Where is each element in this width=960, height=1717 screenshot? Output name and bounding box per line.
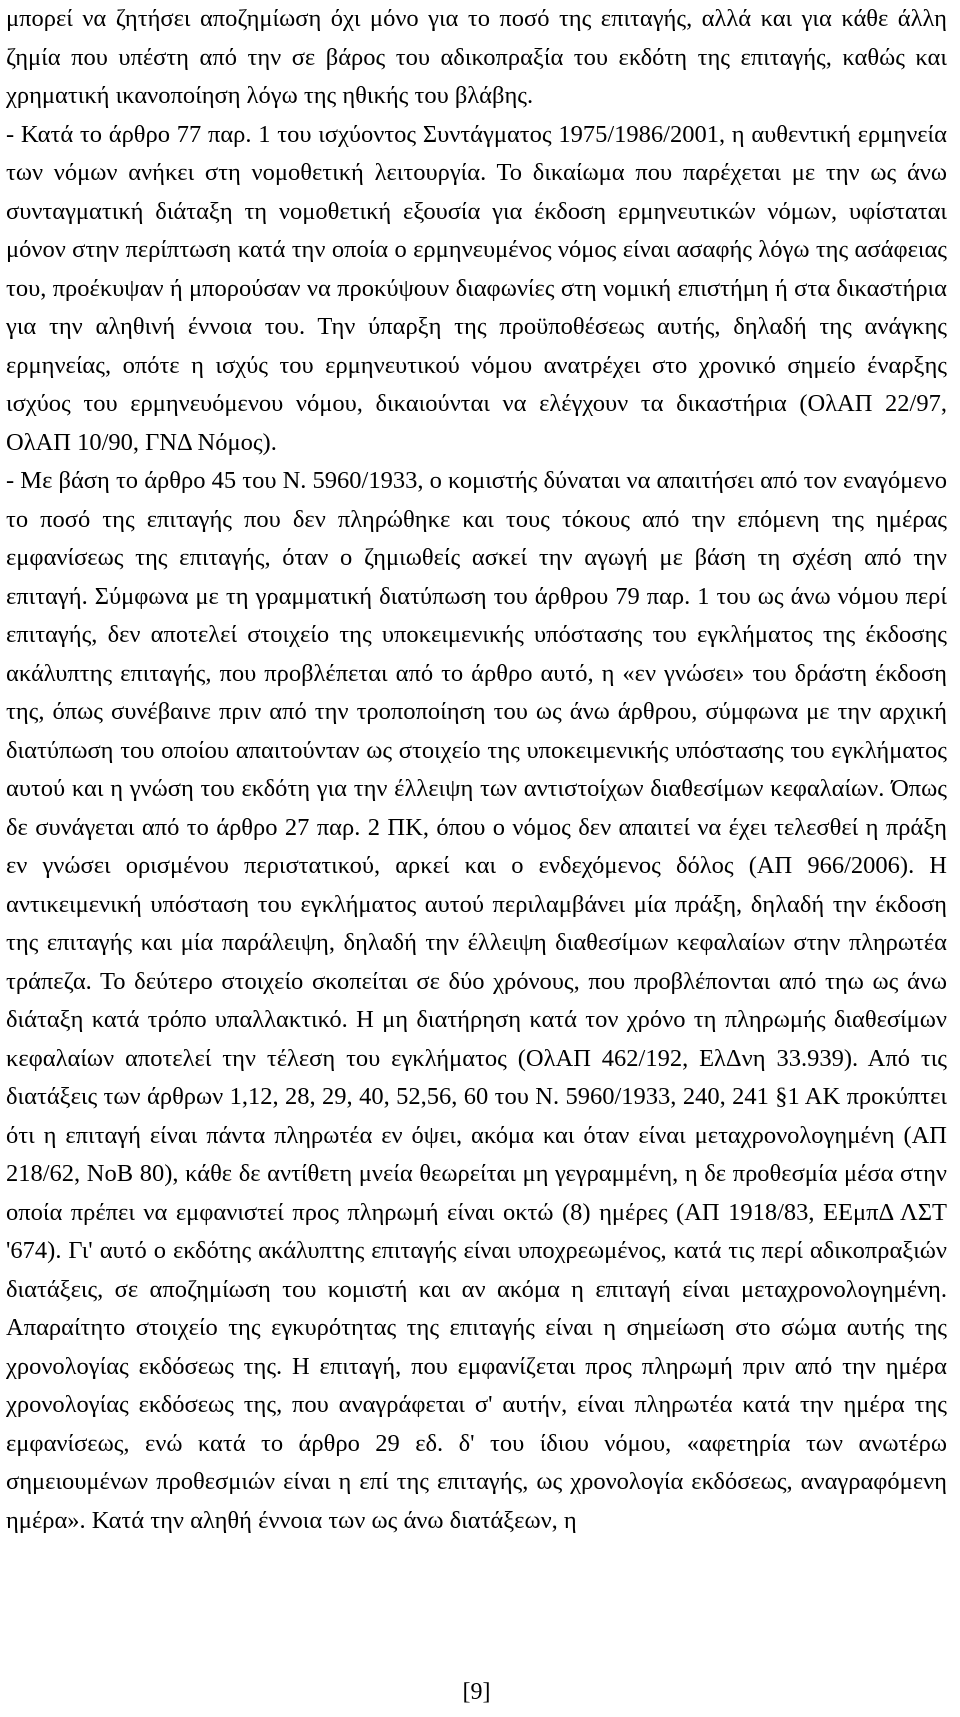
paragraph-2: - Κατά το άρθρο 77 παρ. 1 του ισχύοντος Συντάγματος 1975/1986/2001, η αυθεντική ερμηνεία των νόμων ανήκει στη νομοθετική λειτουργία. Το δικαίωμα που παρέχεται με την ως άνω συνταγματική διάταξη τη νομοθετική εξουσία για έκδοση ερμηνευτικών νόμων, υφίσταται μόνον στην περίπτωση κατά την οποία ο ερμηνευμένος νόμος είναι ασαφής λόγω της ασάφειας του, προέκυψαν ή μπορούσαν να προκύψουν διαφωνίες στη νομική επιστήμη ή στα δικαστήρια για την αληθινή έννοια του. Την ύπαρξη της προϋποθέσεως αυτής, δηλαδή της ανάγκης ερμηνείας, οπότε η ισχύς του ερμηνευτικού νόμου ανατρέχει στο χρονικό σημείο έναρξης ισχύος του ερμηνευόμενου νόμου, δικαιούνται να ελέγχουν τα δικαστήρια (ΟλΑΠ 22/97, ΟλΑΠ 10/90, ΓΝΔ Νόμος). bbox=[6, 120, 947, 456]
paragraph-3: - Με βάση το άρθρο 45 του Ν. 5960/1933, ο κομιστής δύναται να απαιτήσει από τον εναγόμενο το ποσό της επιταγής που δεν πληρώθηκε και τους τόκους από την επόμενη της ημέρας εμφανίσεως της επιταγής, όταν ο ζημιωθείς ασκεί την αγωγή με βάση τη σχέση από την επιταγή. Σύμφωνα με τη γραμματική διατύπωση του άρθρου 79 παρ. 1 του ως άνω νόμου περί επιταγής, δεν αποτελεί στοιχείο της υποκειμενικής υπόστασης του εγκλήματος της έκδοσης ακάλυπτης επιταγής, που προβλέπεται από το άρθρο αυτό, η «εν γνώσει» του δράστη έκδοση της, όπως συνέβαινε πριν από την τροποποίηση του ως άνω άρθρου, σύμφωνα με την αρχική διατύπωση του οποίου απαιτούνταν ως στοιχείο της υποκειμενικής υπόστασης του εγκλήματος αυτού και η γνώση του εκδότη για την έλλειψη των αντιστοίχων διαθεσίμων κεφαλαίων. Όπως δε συνάγεται από το άρθρο 27 παρ. 2 ΠΚ, όπου ο νόμος δεν απαιτεί να έχει τελεσθεί η πράξη εν γνώσει ορισμένου περιστατικού, αρκεί και ο ενδεχόμενος δόλος (ΑΠ 966/2006). Η αντικειμενική υπόσταση του εγκλήματος αυτού περιλαμβάνει μία πράξη, δηλαδή την έκδοση της επιταγής και μία παράλειψη, δηλαδή την έλλειψη διαθεσίμων κεφαλαίων στην πληρωτέα τράπεζα. Το δεύτερο στοιχείο σκοπείται σε δύο χρόνους, που προβλέπονται από τηω ως άνω διάταξη κατά τρόπο υπαλλακτικό. Η μη διατήρηση κατά τον χρόνο τη πληρωμής διαθεσίμων κεφαλαίων αποτελεί την τέλεση του εγκλήματος (ΟλΑΠ 462/192, ΕλΔνη 33.939). Από τις διατάξεις των άρθρων 1,12, 28, 29, 40, 52,56, 60 του Ν. 5960/1933, 240, 241 §1 ΑΚ προκύπτει ότι η επιταγή είναι πάντα πληρωτέα εν όψει, ακόμα και όταν είναι μεταχρονολογημένη (ΑΠ 218/62, ΝοΒ 80), κάθε δε αντίθετη μνεία θεωρείται μη γεγραμμένη, η δε προθεσμία μέσα στην οποία πρέπει να εμφανιστεί προς πληρωμή είναι οκτώ (8) ημέρες (ΑΠ 1918/83, ΕΕμπΔ ΛΣΤ '674). Γι' αυτό ο εκδότης ακάλυπτης επιταγής είναι υποχρεωμένος, κατά τις περί αδικοπραξιών διατάξεις, σε αποζημίωση του κομιστή και αν ακόμα η επιταγή είναι μεταχρονολογημένη. Απαραίτητο στοιχείο της εγκυρότητας της επιταγής είναι η σημείωση στο σώμα αυτής της χρονολογίας εκδόσεως της. Η επιταγή, που εμφανίζεται προς πληρωμή πριν από την ημέρα χρονολογίας εκδόσεως της, που αναγράφεται σ' αυτήν, είναι πληρωτέα κατά την ημέρα της εμφανίσεως, ενώ κατά το άρθρο 29 εδ. δ' του ίδιου νόμου, «αφετηρία των ανωτέρω σημειουμένων προθεσμιών είναι η επί της επιταγής, ως χρονολογία εκδόσεως, αναγραφόμενη ημέρα». Κατά την αληθή έννοια των ως άνω διατάξεων, η bbox=[6, 467, 947, 1534]
document-page bbox=[6, 0, 947, 1717]
page-number: [9] bbox=[462, 1679, 491, 1705]
paragraph-1: μπορεί να ζητήσει αποζημίωση όχι μόνο για το ποσό της επιταγής, αλλά και για κάθε άλλη ζημία που υπέστη από την σε βάρος του αδικοπραξία του εκδότη της επιταγής, καθώς και χρηματική ικανοποίηση λόγω της ηθικής του βλάβης. bbox=[6, 5, 947, 109]
